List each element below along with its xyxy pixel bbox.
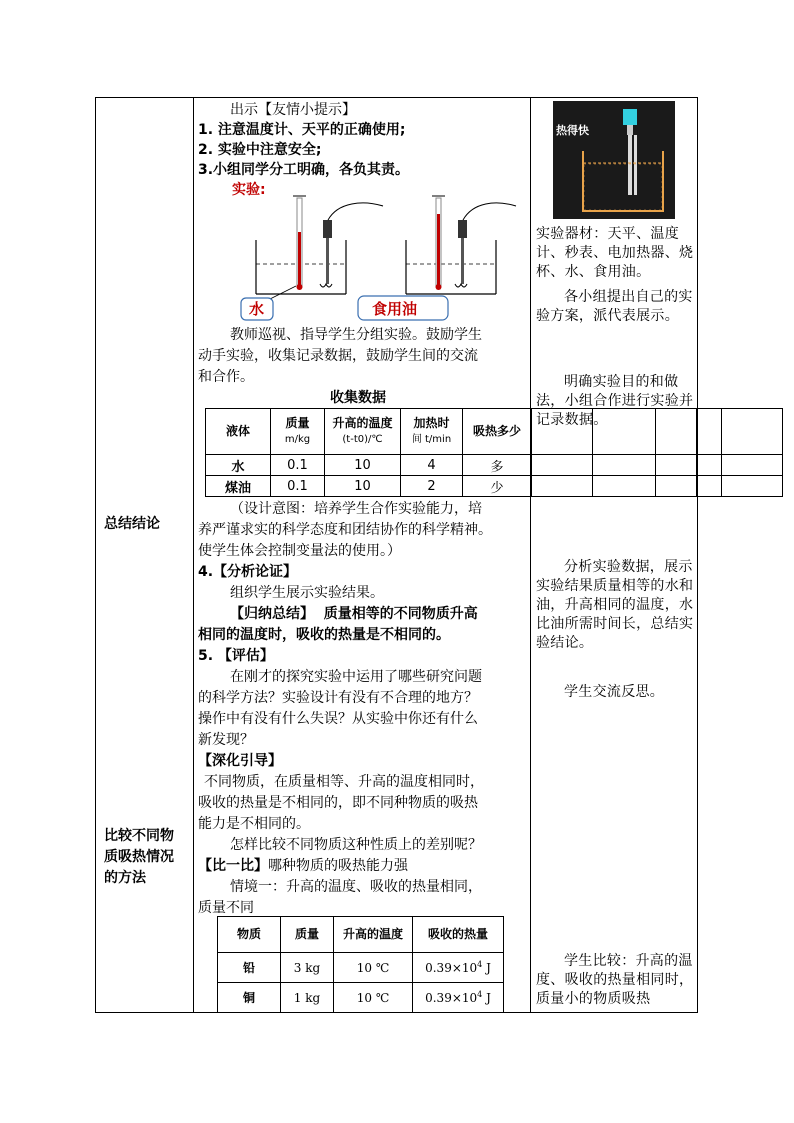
table-empty-cell [722, 455, 783, 476]
table-header-cell: 升高的温度 [334, 917, 413, 953]
heater-icon [455, 203, 516, 287]
evaluate-title: 5. 【评估】 [198, 648, 274, 664]
compare-label-line3: 的方法 [104, 870, 146, 886]
table-cell: 4 [401, 455, 463, 476]
table-cell: $0.39\times 10^4$ J [413, 953, 504, 983]
thermometer-icon [293, 196, 306, 290]
table-header-cell: 吸热多少 [463, 409, 532, 455]
right-plan: 各小组提出自己的实验方案，派代表展示。 [536, 289, 693, 324]
design-intent-2: 养严谨求实的科学态度和团结协作的科学精神。 [198, 522, 492, 538]
table-cell: 铅 [218, 953, 281, 983]
deepen-title: 【深化引导】 [198, 753, 282, 769]
table-cell: 铜 [218, 983, 281, 1013]
hint-1: 1. 注意温度计、天平的正确使用; [198, 122, 406, 138]
compare-table [217, 916, 504, 1013]
table-empty-cell [722, 476, 783, 497]
table-header-cell: 物质 [218, 917, 281, 953]
table-empty-cell [593, 476, 656, 497]
table-cell: $0.39\times 10^4$ J [413, 983, 504, 1013]
table-row [218, 953, 504, 983]
hint-2: 2. 实验中注意安全; [198, 142, 322, 158]
table-empty-cell [532, 455, 593, 476]
compare-title: 【比一比】哪种物质的吸热能力强 [198, 858, 408, 874]
hint-3: 3.小组同学分工明确，各负其责。 [198, 162, 410, 178]
heater-label: 热得快 [556, 121, 589, 140]
summary-label: 总结结论 [104, 516, 160, 532]
scene-text-2: 质量不同 [198, 900, 254, 916]
collect-data-title: 收集数据 [330, 390, 386, 406]
collect-data-table [205, 408, 783, 497]
thermometer-icon [432, 196, 445, 290]
evaluate-text-1: 在刚才的探究实验中运用了哪些研究问题 [230, 669, 482, 685]
table-header-row [218, 917, 504, 953]
table-cell: 少 [463, 476, 532, 497]
table-row [218, 983, 504, 1013]
evaluate-text-2: 的科学方法？实验设计有没有不合理的地方？ [198, 690, 478, 706]
table-cell: 0.1 [271, 476, 325, 497]
evaluate-text-4: 新发现？ [198, 732, 254, 748]
table-cell: 煤油 [206, 476, 271, 497]
table-empty-cell [532, 476, 593, 497]
table-empty-cell [656, 455, 697, 476]
summary-heading: 【归纳总结】 质量相等的不同物质升高 [230, 606, 478, 622]
teacher-text-2: 动手实验，收集记录数据，鼓励学生间的交流 [198, 348, 478, 364]
teacher-text-1: 教师巡视、指导学生分组实验。鼓励学生 [230, 327, 482, 343]
analysis-text: 组织学生展示实验结果。 [230, 585, 384, 601]
table-cell: 多 [463, 455, 532, 476]
deepen-text-1: 不同物质，在质量相等、升高的温度相同时， [204, 774, 484, 790]
table-cell: 10 ℃ [334, 953, 413, 983]
table-cell: 2 [401, 476, 463, 497]
table-header-cell: 质量 [281, 917, 334, 953]
table-empty-cell [593, 455, 656, 476]
table-header-cell: 吸收的热量 [413, 917, 504, 953]
table-header-cell: 加热时 间 t/min [401, 409, 463, 455]
table-cell: 10 ℃ [334, 983, 413, 1013]
oil-beaker [406, 240, 496, 294]
evaluate-text-3: 操作中有没有什么失误？从实验中你还有什么 [198, 711, 478, 727]
deepen-text-3: 能力是不相同的。 [198, 816, 310, 832]
design-intent-1: （设计意图：培养学生合作实验能力，培 [230, 501, 482, 517]
table-empty-cell [697, 476, 722, 497]
column-divider-1 [193, 97, 194, 1013]
deepen-text-4: 怎样比较不同物质这种性质上的差别呢？ [230, 837, 482, 853]
compare-label-line1: 比较不同物 [104, 828, 174, 844]
oil-label: 食用油 [372, 300, 418, 318]
deepen-text-2: 吸收的热量是不相同的，即不同种物质的吸热 [198, 795, 478, 811]
table-cell: 水 [206, 455, 271, 476]
teacher-text-3: 和合作。 [198, 369, 254, 385]
table-header-cell: 质量 m/kg [271, 409, 325, 455]
column-divider-2 [530, 97, 531, 1013]
heater-photo [553, 101, 675, 219]
table-empty-cell [697, 455, 722, 476]
compare-label-line2: 质吸热情况 [104, 849, 174, 865]
right-reflect: 学生交流反思。 [564, 684, 665, 700]
summary-text: 相同的温度时，吸收的热量是不相同的。 [198, 627, 450, 643]
table-header-cell: 液体 [206, 409, 271, 455]
analysis-title: 4.【分析论证】 [198, 564, 298, 580]
design-intent-3: 使学生体会控制变量法的使用。） [198, 543, 401, 559]
table-header-cell: 升高的温度 (t-t0)/℃ [325, 409, 401, 455]
water-label: 水 [249, 300, 265, 318]
hint-title: 出示【友情小提示】 [230, 102, 356, 118]
table-empty-cell [656, 476, 697, 497]
right-goal: 明确实验目的和做法，小组合作进行实验并记录数据。 [536, 374, 694, 428]
table-cell: 10 [325, 476, 401, 497]
table-empty-cell [722, 409, 783, 455]
table-cell: 0.1 [271, 455, 325, 476]
right-equipment: 实验器材：天平、温度计、秒表、电加热器、烧杯、水、食用油。 [536, 226, 694, 280]
table-empty-cell [697, 409, 722, 455]
table-cell: 3 kg [281, 953, 334, 983]
table-row [206, 476, 783, 497]
scene-text-1: 情境一：升高的温度、吸收的热量相同， [230, 879, 482, 895]
heater-icon [320, 203, 383, 287]
right-analysis: 分析实验数据，展示实验结果质量相等的水和油，升高相同的温度，水比油所需时间长，总结实验结论。 [536, 559, 694, 651]
right-compare: 学生比较：升高的温度、吸收的热量相同时，质量小的物质吸热 [536, 953, 694, 1007]
table-cell: 10 [325, 455, 401, 476]
table-cell: 1 kg [281, 983, 334, 1013]
table-row [206, 455, 783, 476]
experiment-label: 实验: [232, 182, 266, 198]
table-header-row [206, 409, 783, 455]
